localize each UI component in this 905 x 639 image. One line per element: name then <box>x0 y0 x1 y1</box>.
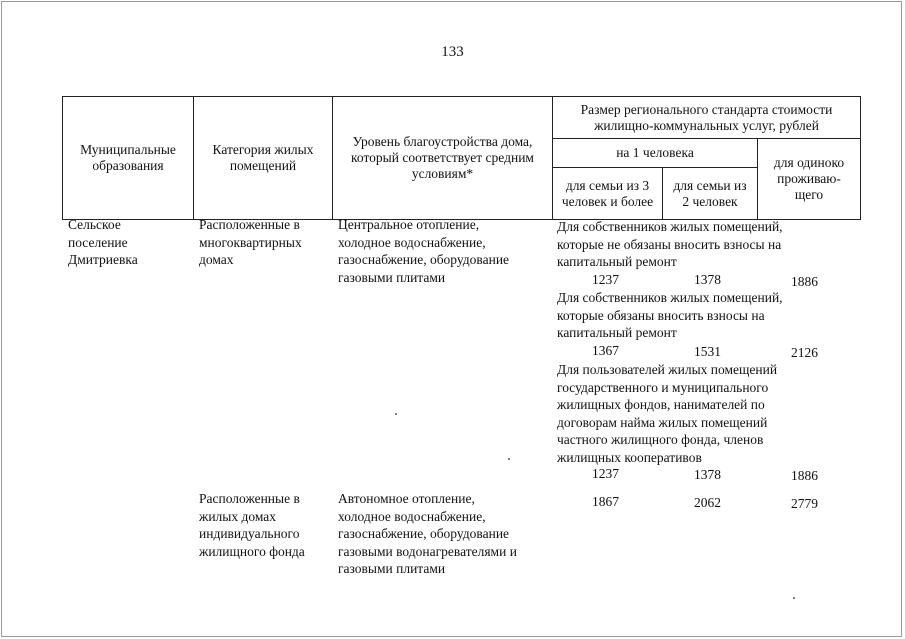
row-2-value-family-2: 2062 <box>694 495 721 510</box>
header-per-person: на 1 человека <box>616 145 694 160</box>
municipality-line: Дмитриевка <box>68 252 138 268</box>
category-2-line: жилых домах <box>199 508 277 524</box>
group-3-value-family-2: 1378 <box>694 467 721 482</box>
level-2-line: газовыми плитами <box>338 561 446 577</box>
level-1-line: Центральное отопление, <box>338 217 480 232</box>
group-3-label-line: договорам найма жилых помещений <box>557 414 768 430</box>
scan-speck <box>508 458 510 460</box>
group-2-value-family-2: 1531 <box>694 344 721 359</box>
group-3-label-line: Для пользователей жилых помещений <box>557 362 778 377</box>
level-2-line: газовыми водонагревателями и <box>338 543 517 559</box>
group-1-value-single: 1886 <box>791 274 818 289</box>
group-3-label-line: жилищных фондов, нанимателей по <box>557 397 765 413</box>
scan-speck <box>793 597 795 599</box>
level-1-line: газовыми плитами <box>338 269 446 285</box>
header-municipality: Муниципальные образования <box>80 142 176 173</box>
municipality-line: поселение <box>68 234 128 250</box>
page-number: 133 <box>441 44 464 60</box>
group-3-value-single: 1886 <box>791 468 818 483</box>
category-2-line: Расположенные в <box>199 491 300 506</box>
group-2-value-family-3: 1367 <box>592 343 619 358</box>
category-1-line: Расположенные в <box>199 217 300 232</box>
header-category: Категория жилых помещений <box>212 142 314 173</box>
row-2-value-family-3: 1867 <box>592 494 619 509</box>
level-1-line: газоснабжение, оборудование <box>338 252 510 268</box>
group-3-label-line: жилищных кооперативов <box>557 450 702 465</box>
row-2-value-single: 2779 <box>791 496 818 511</box>
header-level: Уровень благоустройства дома, который соответствует средним условиям* <box>351 134 534 181</box>
scan-speck <box>395 413 397 415</box>
header-family-2: для семьи из 2 человек <box>673 178 747 209</box>
group-1-value-family-3: 1237 <box>592 272 619 287</box>
category-2-line: жилищного фонда <box>199 543 305 559</box>
group-1-label-line: Для собственников жилых помещений, <box>557 219 783 234</box>
header-single: для одиноко проживаю-щего <box>773 155 845 202</box>
header-family-3: для семьи из 3 человек и более <box>561 178 654 209</box>
category-2-line: индивидуального <box>199 526 300 542</box>
category-1-line: домах <box>199 252 234 268</box>
group-2-value-single: 2126 <box>791 345 818 360</box>
group-3-label-line: государственного и муниципального <box>557 379 769 395</box>
group-2-label-line: капитальный ремонт <box>557 325 677 341</box>
level-2-line: холодное водоснабжение, <box>338 508 486 524</box>
group-2-label-line: Для собственников жилых помещений, <box>557 290 783 305</box>
group-1-label-line: которые не обязаны вносить взносы на <box>557 236 782 252</box>
group-1-label-line: капитальный ремонт <box>557 254 677 270</box>
category-1-line: многоквартирных <box>199 234 302 250</box>
group-2-label-line: которые обязаны вносить взносы на <box>557 307 765 323</box>
level-2-line: газоснабжение, оборудование <box>338 526 510 542</box>
group-3-label-line: частного жилищного фонда, членов <box>557 432 764 448</box>
municipality-line: Сельское <box>68 217 121 232</box>
level-1-line: холодное водоснабжение, <box>338 234 486 250</box>
level-2-line: Автономное отопление, <box>338 491 475 506</box>
group-3-value-family-3: 1237 <box>592 466 619 481</box>
group-1-value-family-2: 1378 <box>694 272 721 287</box>
header-standard-size: Размер регионального стандарта стоимости жилищно-коммунальных услуг, рублей <box>580 101 833 133</box>
